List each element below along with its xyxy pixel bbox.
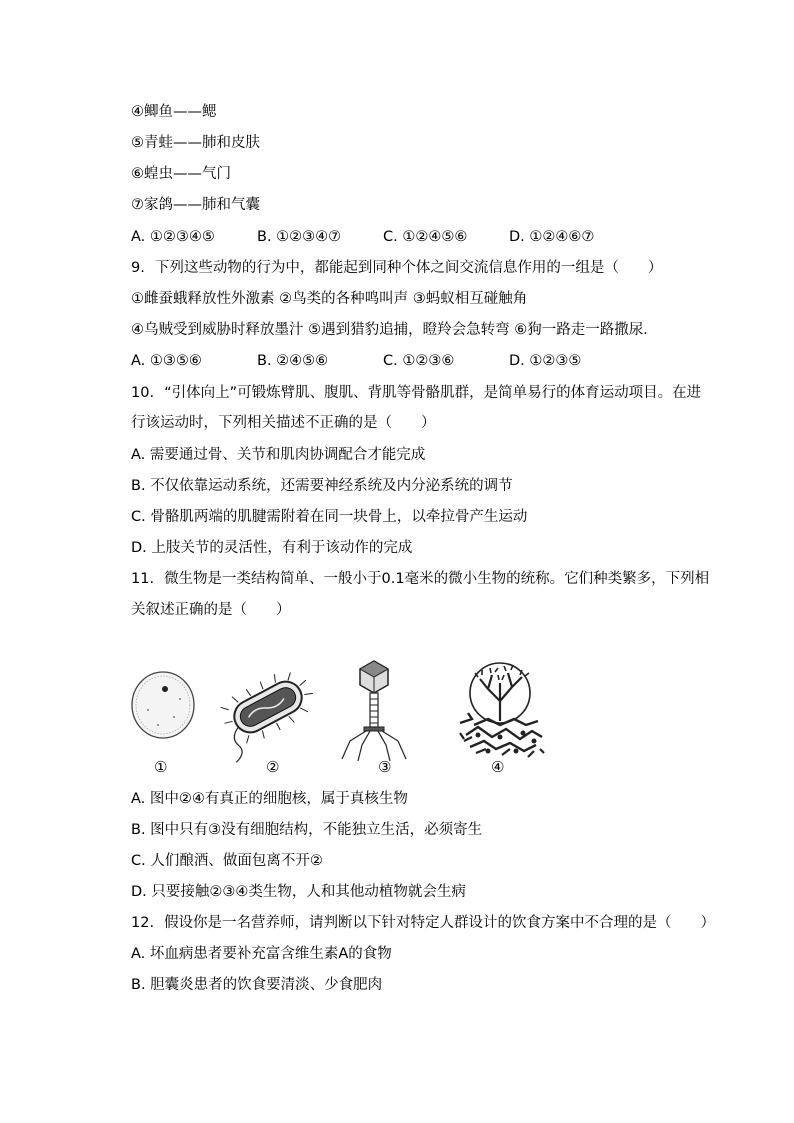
bacteriophage-drawing xyxy=(342,661,406,761)
q9-stem xyxy=(131,258,662,278)
q12-option-b: B. 胆囊炎患者的饮食要清淡、少食肥肉 xyxy=(131,977,383,993)
q9-option-b: B. ②④⑤⑥ xyxy=(257,353,329,369)
q12-stem xyxy=(131,913,715,933)
microorganism-figure xyxy=(128,655,548,785)
q8-option-a: A. ①②③④⑤ xyxy=(131,229,215,245)
q8-option-b: B. ①②③④⑦ xyxy=(257,229,342,245)
q8-option-d: D. ①②④⑥⑦ xyxy=(509,229,595,245)
q8-options xyxy=(131,227,619,247)
q9-number: 9. xyxy=(131,260,145,276)
q11-option-a: A. 图中②④有真正的细胞核，属于真核生物 xyxy=(131,791,408,807)
q8-item-4: ④鲫鱼——鳃 xyxy=(131,104,217,120)
yeast-cell-drawing xyxy=(132,672,194,738)
q12-stem-text: 假设你是一名营养师，请判断以下针对特定人群设计的饮食方案中不合理的是（ ） xyxy=(164,915,716,931)
q10-stem-text: “引体向上”可锻炼臂肌、腹肌、背肌等骨骼肌群，是简单易行的体育运动项目。在进 xyxy=(164,385,702,401)
q8-item-7: ⑦家鸽——肺和气囊 xyxy=(131,197,260,213)
q10-option-a: A. 需要通过骨、关节和肌肉协调配合才能完成 xyxy=(131,447,426,463)
q10-option-c: C. 骨骼肌两端的肌腱需附着在同一块骨上，以牵拉骨产生运动 xyxy=(131,509,528,525)
figure-label-1: ① xyxy=(154,758,168,776)
figure-label-4: ④ xyxy=(491,758,505,776)
q10-option-b: B. 不仅依靠运动系统，还需要神经系统及内分泌系统的调节 xyxy=(131,478,513,494)
q9-line-2: ④乌贼受到威胁时释放墨汁 ⑤遇到猎豹追捕，瞪羚会急转弯 ⑥狗一路走一路撒尿． xyxy=(131,322,658,338)
q10-number: 10. xyxy=(131,385,155,401)
q9-stem-text: 下列这些动物的行为中，都能起到同种个体之间交流信息作用的一组是（ ） xyxy=(154,260,663,276)
q11-option-b: B. 图中只有③没有细胞结构，不能独立生活，必须寄生 xyxy=(131,822,483,838)
q9-option-d: D. ①②③⑤ xyxy=(509,353,582,369)
q10-stem-line-1 xyxy=(131,383,701,403)
q11-stem-line-1 xyxy=(131,569,709,589)
figure-label-2: ② xyxy=(266,758,280,776)
q12-option-a: A. 坏血病患者要补充富含维生素A的食物 xyxy=(131,946,392,962)
q9-option-c: C. ①②③⑥ xyxy=(383,353,455,369)
q11-stem-text: 微生物是一类结构简单、一般小于0.1毫米的微小生物的统称。它们种类繁多，下列相 xyxy=(164,571,710,587)
q12-number: 12. xyxy=(131,915,155,931)
q11-number: 11. xyxy=(131,571,155,587)
q10-stem-line-2: 行该运动时，下列相关描述不正确的是（ ） xyxy=(131,415,436,431)
q9-options xyxy=(131,351,619,371)
q8-item-5: ⑤青蛙——肺和皮肤 xyxy=(131,135,260,151)
q11-option-d: D. 只要接触②③④类生物，人和其他动植物就会生病 xyxy=(131,884,466,900)
q11-stem-line-2: 关叙述正确的是（ ） xyxy=(131,602,291,618)
q8-option-c: C. ①②④⑤⑥ xyxy=(383,229,468,245)
figure-label-3: ③ xyxy=(378,758,392,776)
q9-line-1: ①雌蚕蛾释放性外激素 ②鸟类的各种鸣叫声 ③蚂蚁相互碰触角 xyxy=(131,291,528,307)
q11-option-c: C. 人们酿酒、做面包离不开② xyxy=(131,853,323,869)
q8-item-6: ⑥蝗虫——气门 xyxy=(131,166,231,182)
mold-drawing xyxy=(460,663,544,757)
q10-option-d: D. 上肢关节的灵活性，有利于该动作的完成 xyxy=(131,540,413,556)
q9-option-a: A. ①③⑤⑥ xyxy=(131,353,202,369)
bacterium-drawing xyxy=(208,662,324,762)
